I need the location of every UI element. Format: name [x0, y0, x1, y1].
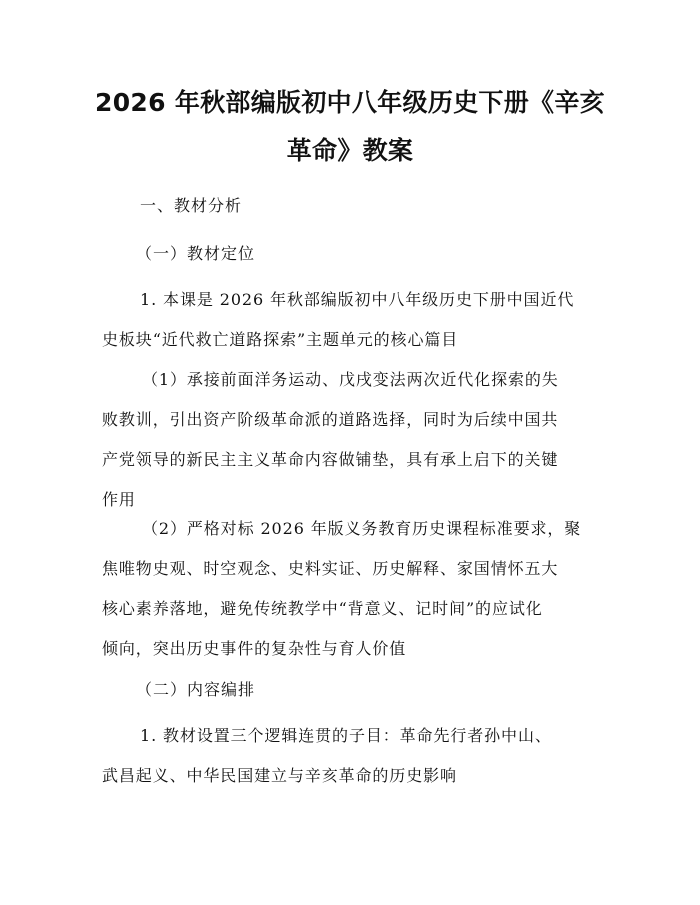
paragraph-3-line: （2）严格对标 2026 年版义务教育历史课程标准要求，聚 [142, 519, 582, 538]
paragraph-3 [102, 519, 602, 679]
paragraph-1 [102, 290, 602, 370]
document-title-line-2: 革命》教案 [286, 136, 414, 165]
section-heading-materials-analysis: 一、教材分析 [140, 196, 243, 215]
subsection-heading-positioning: （一）教材定位 [136, 244, 256, 263]
paragraph-4-line: 武昌起义、中华民国建立与辛亥革命的历史影响 [102, 766, 457, 785]
paragraph-1-line: 史板块“近代救亡道路探索”主题单元的核心篇目 [102, 330, 459, 349]
paragraph-2-line: 作用 [102, 490, 136, 509]
paragraph-3-line: 焦唯物史观、时空观念、史料实证、历史解释、家国情怀五大 [102, 559, 559, 578]
paragraph-4-line: 1. 教材设置三个逻辑连贯的子目：革命先行者孙中山、 [140, 726, 552, 745]
paragraph-2-line: 产党领导的新民主主义革命内容做铺垫，具有承上启下的关键 [102, 450, 559, 469]
paragraph-2 [102, 370, 602, 530]
paragraph-2-line: （1）承接前面洋务运动、戊戌变法两次近代化探索的失 [142, 370, 559, 389]
document-title-line-1: 2026 年秋部编版初中八年级历史下册《辛亥 [95, 88, 605, 117]
paragraph-3-line: 倾向，突出历史事件的复杂性与育人价值 [102, 639, 407, 658]
paragraph-4 [102, 726, 602, 806]
subsection-heading-content-arrangement: （二）内容编排 [136, 680, 256, 699]
paragraph-3-line: 核心素养落地，避免传统教学中“背意义、记时间”的应试化 [102, 599, 543, 618]
paragraph-1-line: 1. 本课是 2026 年秋部编版初中八年级历史下册中国近代 [140, 290, 575, 309]
paragraph-2-line: 败教训，引出资产阶级革命派的道路选择，同时为后续中国共 [102, 410, 559, 429]
